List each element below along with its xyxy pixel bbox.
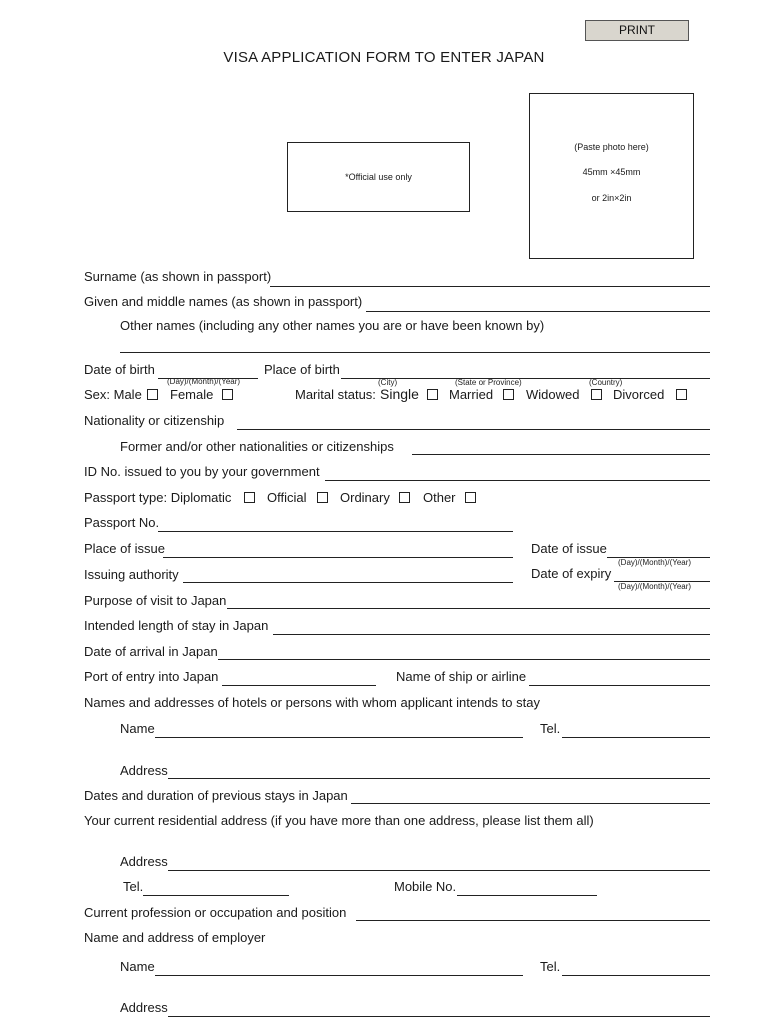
official-use-box	[287, 142, 470, 212]
photo-instruction: (Paste photo here)	[574, 142, 649, 152]
profession-label: Current profession or occupation and position	[84, 905, 347, 920]
female-label: Female	[170, 387, 214, 402]
photo-size-in: or 2in×2in	[591, 193, 632, 203]
former-nationality-label: Former and/or other nationalities or citizenships	[120, 439, 394, 454]
mobile-label: Mobile No.	[394, 879, 457, 894]
place-issue-label: Place of issue	[84, 541, 165, 556]
other-names-input[interactable]	[122, 337, 708, 351]
passport-no-line	[158, 531, 513, 532]
purpose-label: Purpose of visit to Japan	[84, 593, 227, 608]
hotel-tel-line	[562, 737, 710, 738]
divorced-checkbox[interactable]	[676, 389, 687, 400]
employer-name-label: Name	[120, 959, 155, 974]
male-checkbox[interactable]	[147, 389, 158, 400]
female-checkbox[interactable]	[222, 389, 233, 400]
widowed-checkbox[interactable]	[591, 389, 602, 400]
residential-tel-label: Tel.	[123, 879, 144, 894]
employer-address-line	[168, 1016, 710, 1017]
date-issue-hint: (Day)/(Month)/(Year)	[618, 558, 692, 567]
employer-tel-line	[562, 975, 710, 976]
pob-label: Place of birth	[264, 362, 340, 377]
hotel-name-input[interactable]	[157, 722, 521, 736]
passport-type-label: Passport type: Diplomatic	[84, 490, 232, 505]
other-label: Other	[423, 490, 456, 505]
sex-male-label: Sex: Male	[84, 387, 142, 402]
surname-line	[270, 286, 710, 287]
length-stay-input[interactable]	[275, 619, 708, 633]
single-checkbox[interactable]	[427, 389, 438, 400]
marital-status-label: Marital status:	[295, 387, 376, 402]
given-names-label: Given and middle names (as shown in passport)	[84, 294, 363, 309]
hotel-address-input[interactable]	[170, 763, 708, 777]
date-issue-label: Date of issue	[531, 541, 607, 556]
previous-stays-label: Dates and duration of previous stays in Japan	[84, 788, 348, 803]
divorced-label: Divorced	[613, 387, 665, 402]
pob-state-hint: (State or Province)	[455, 378, 522, 387]
date-expiry-input[interactable]	[616, 566, 708, 580]
residential-address-line	[168, 870, 710, 871]
hotel-name-label: Name	[120, 721, 155, 736]
form-title: VISA APPLICATION FORM TO ENTER JAPAN	[223, 49, 545, 66]
id-no-input[interactable]	[327, 465, 708, 479]
hotels-label: Names and addresses of hotels or persons with whom applicant intends to stay	[84, 695, 540, 710]
ordinary-checkbox[interactable]	[399, 492, 410, 503]
hotel-address-line	[168, 778, 710, 779]
hotel-tel-label: Tel.	[540, 721, 561, 736]
surname-input[interactable]	[272, 271, 708, 285]
issuing-authority-input[interactable]	[185, 567, 511, 581]
former-nationality-input[interactable]	[414, 439, 708, 453]
date-arrival-line	[218, 659, 710, 660]
employer-name-line	[155, 975, 523, 976]
passport-no-input[interactable]	[160, 516, 511, 530]
ship-airline-line	[529, 685, 710, 686]
widowed-label: Widowed	[526, 387, 580, 402]
issuing-authority-line	[183, 582, 513, 583]
date-expiry-hint: (Day)/(Month)/(Year)	[618, 582, 692, 591]
official-label: Official	[267, 490, 307, 505]
length-stay-label: Intended length of stay in Japan	[84, 618, 269, 633]
mobile-input[interactable]	[459, 880, 595, 894]
pob-city-hint: (City)	[378, 378, 398, 387]
passport-no-label: Passport No.	[84, 515, 160, 530]
surname-label: Surname (as shown in passport)	[84, 269, 272, 284]
nationality-input[interactable]	[239, 414, 708, 428]
ship-airline-input[interactable]	[531, 670, 708, 684]
port-entry-input[interactable]	[224, 670, 374, 684]
employer-tel-label: Tel.	[540, 959, 561, 974]
profession-input[interactable]	[358, 905, 708, 919]
official-checkbox[interactable]	[317, 492, 328, 503]
date-arrival-label: Date of arrival in Japan	[84, 644, 218, 659]
date-issue-input[interactable]	[609, 542, 708, 556]
pob-input[interactable]	[343, 363, 708, 377]
photo-size-mm: 45mm ×45mm	[582, 167, 641, 177]
single-label: Single	[380, 386, 419, 402]
residential-address-label: Address	[120, 854, 168, 869]
dob-input[interactable]	[160, 363, 256, 377]
id-no-label: ID No. issued to you by your government	[84, 464, 320, 479]
other-checkbox[interactable]	[465, 492, 476, 503]
nationality-label: Nationality or citizenship	[84, 413, 225, 428]
diplomatic-checkbox[interactable]	[244, 492, 255, 503]
length-stay-line	[273, 634, 710, 635]
port-entry-label: Port of entry into Japan	[84, 669, 219, 684]
place-issue-line	[163, 557, 513, 558]
port-entry-line	[222, 685, 376, 686]
nationality-line	[237, 429, 710, 430]
date-expiry-label: Date of expiry	[531, 566, 612, 581]
employer-name-input[interactable]	[157, 960, 521, 974]
ship-airline-label: Name of ship or airline	[396, 669, 527, 684]
date-arrival-input[interactable]	[220, 644, 708, 658]
purpose-line	[227, 608, 710, 609]
hotel-name-line	[155, 737, 523, 738]
official-use-label: *Official use only	[345, 172, 412, 182]
purpose-input[interactable]	[229, 593, 708, 607]
employer-address-label: Address	[120, 1000, 168, 1015]
previous-stays-input[interactable]	[353, 788, 708, 802]
residential-label: Your current residential address (if you have more than one address, please list them all)	[84, 813, 594, 828]
residential-tel-line	[143, 895, 289, 896]
former-nationality-line	[412, 454, 710, 455]
hotel-address-label: Address	[120, 763, 168, 778]
hotel-tel-input[interactable]	[564, 722, 708, 736]
residential-address-input[interactable]	[170, 855, 708, 869]
place-issue-input[interactable]	[165, 542, 511, 556]
other-names-line	[120, 352, 710, 353]
given-names-line	[366, 311, 710, 312]
other-names-label: Other names (including any other names you are or have been known by)	[120, 318, 545, 333]
married-checkbox[interactable]	[503, 389, 514, 400]
employer-label: Name and address of employer	[84, 930, 266, 945]
print-button[interactable]: PRINT	[585, 20, 689, 41]
ordinary-label: Ordinary	[340, 490, 390, 505]
profession-line	[356, 920, 710, 921]
employer-tel-input[interactable]	[564, 960, 708, 974]
issuing-authority-label: Issuing authority	[84, 567, 179, 582]
dob-hint: (Day)/(Month)/(Year)	[167, 377, 241, 386]
dob-label: Date of birth	[84, 362, 155, 377]
id-no-line	[325, 480, 710, 481]
mobile-line	[457, 895, 597, 896]
employer-address-input[interactable]	[170, 1001, 708, 1015]
photo-box[interactable]	[529, 93, 694, 259]
previous-stays-line	[351, 803, 710, 804]
pob-country-hint: (Country)	[589, 378, 623, 387]
residential-tel-input[interactable]	[145, 880, 287, 894]
married-label: Married	[449, 387, 494, 402]
given-names-input[interactable]	[368, 296, 708, 310]
